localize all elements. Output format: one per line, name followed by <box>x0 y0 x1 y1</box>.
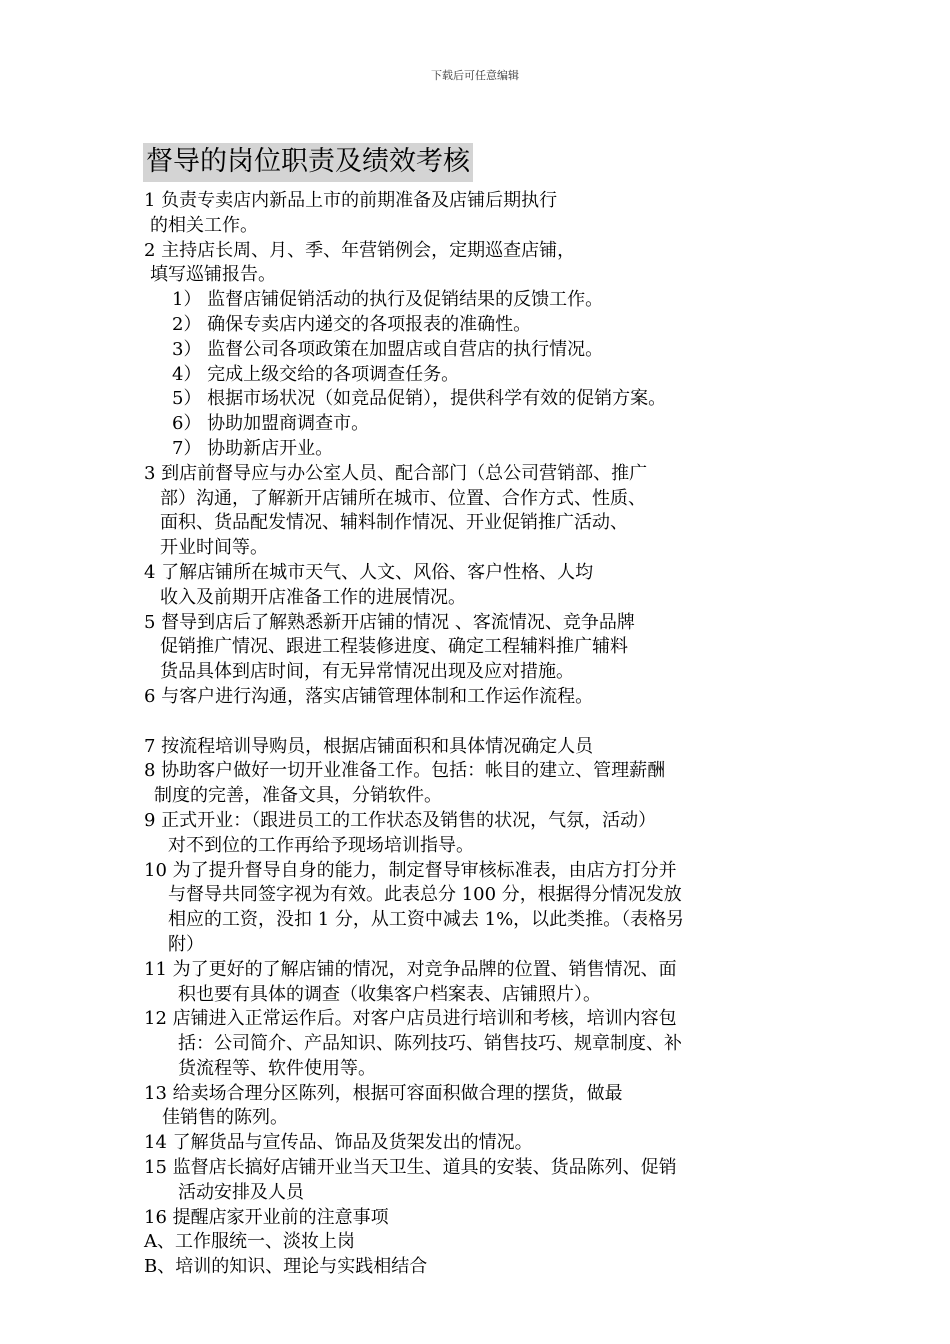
text-line: 附） <box>168 933 204 955</box>
list-item: 3） 监督公司各项政策在加盟店或自营店的执行情况。 <box>172 338 604 360</box>
text-line: 13 给卖场合理分区陈列，根据可容面积做合理的摆货，做最 <box>144 1082 623 1104</box>
text-line: 11 为了更好的了解店铺的情况，对竞争品牌的位置、销售情况、面 <box>144 958 677 980</box>
text-line: 相应的工资，没扣 1 分，从工资中减去 1%，以此类推。（表格另 <box>168 909 685 931</box>
text-line: 货流程等、软件使用等。 <box>178 1057 376 1079</box>
text-line: 2 主持店长周、月、季、年营销例会，定期巡查店铺， <box>144 239 576 261</box>
text-line: 6 与客户进行沟通，落实店铺管理体制和工作运作流程。 <box>144 685 594 707</box>
list-item: 5） 根据市场状况（如竞品促销），提供科学有效的促销方案。 <box>172 388 667 410</box>
header-note: 下载后可任意编辑 <box>431 69 519 82</box>
text-line: B、培训的知识、理论与实践相结合 <box>144 1256 428 1278</box>
list-item: 6） 协助加盟商调查市。 <box>172 413 370 435</box>
text-line: 面积、货品配发情况、辅料制作情况、开业促销推广活动、 <box>160 512 628 534</box>
list-item: 4） 完成上级交给的各项调查任务。 <box>172 363 460 385</box>
text-line: 部）沟通，了解新开店铺所在城市、位置、合作方式、性质、 <box>160 487 646 509</box>
text-line: 1 负责专卖店内新品上市的前期准备及店铺后期执行 <box>144 190 558 211</box>
text-line: 括：公司简介、产品知识、陈列技巧、销售技巧、规章制度、补 <box>178 1033 682 1055</box>
text-line: 促销推广情况、跟进工程装修进度、确定工程辅料推广辅料 <box>160 636 628 658</box>
text-line: 开业时间等。 <box>160 537 268 559</box>
text-line: 16 提醒店家开业前的注意事项 <box>144 1206 389 1228</box>
text-line: 3 到店前督导应与办公室人员、配合部门（总公司营销部、推广 <box>144 462 648 484</box>
text-line: 9 正式开业：（跟进员工的工作状态及销售的状况，气氛，活动） <box>144 809 657 831</box>
text-line: 4 了解店铺所在城市天气、人文、风俗、客户性格、人均 <box>144 561 594 583</box>
text-line: 活动安排及人员 <box>178 1181 304 1203</box>
text-line: 填写巡铺报告。 <box>150 264 276 286</box>
text-line: 与督导共同签字视为有效。此表总分 100 分，根据得分情况发放 <box>168 884 682 906</box>
list-item: 2） 确保专卖店内递交的各项报表的准确性。 <box>172 313 532 335</box>
text-line: 货品具体到店时间，有无异常情况出现及应对措施。 <box>160 661 574 683</box>
text-line: 7 按流程培训导购员，根据店铺面积和具体情况确定人员 <box>144 735 594 757</box>
text-line: 佳销售的陈列。 <box>162 1107 288 1129</box>
text-line: 14 了解货品与宣传品、饰品及货架发出的情况。 <box>144 1132 533 1154</box>
blank-line <box>144 710 814 735</box>
text-line: 8 协助客户做好一切开业准备工作。包括：帐目的建立、管理薪酬 <box>144 760 666 782</box>
list-item: 7） 协助新店开业。 <box>172 437 334 459</box>
text-line: 的相关工作。 <box>150 214 258 236</box>
text-line: 5 督导到店后了解熟悉新开店铺的情况 、客流情况、竞争品牌 <box>144 611 635 633</box>
text-line: 15 监督店长搞好店铺开业当天卫生、道具的安装、货品陈列、促销 <box>144 1157 677 1179</box>
text-line: 10 为了提升督导自身的能力，制定督导审核标准表，由店方打分并 <box>144 859 677 881</box>
text-line: 对不到位的工作再给予现场培训指导。 <box>168 834 474 856</box>
list-item: 1） 监督店铺促销活动的执行及促销结果的反馈工作。 <box>172 289 604 311</box>
text-line: 12 店铺进入正常运作后。对客户店员进行培训和考核，培训内容包 <box>144 1008 677 1030</box>
text-line: A、工作服统一、淡妆上岗 <box>144 1231 355 1253</box>
document-body <box>144 189 814 1280</box>
page-title: 督导的岗位职责及绩效考核 <box>143 143 473 182</box>
text-line: 制度的完善，准备文具，分销软件。 <box>154 785 442 807</box>
text-line: 积也要有具体的调查（收集客户档案表、店铺照片）。 <box>178 983 601 1005</box>
text-line: 收入及前期开店准备工作的进展情况。 <box>160 586 466 608</box>
